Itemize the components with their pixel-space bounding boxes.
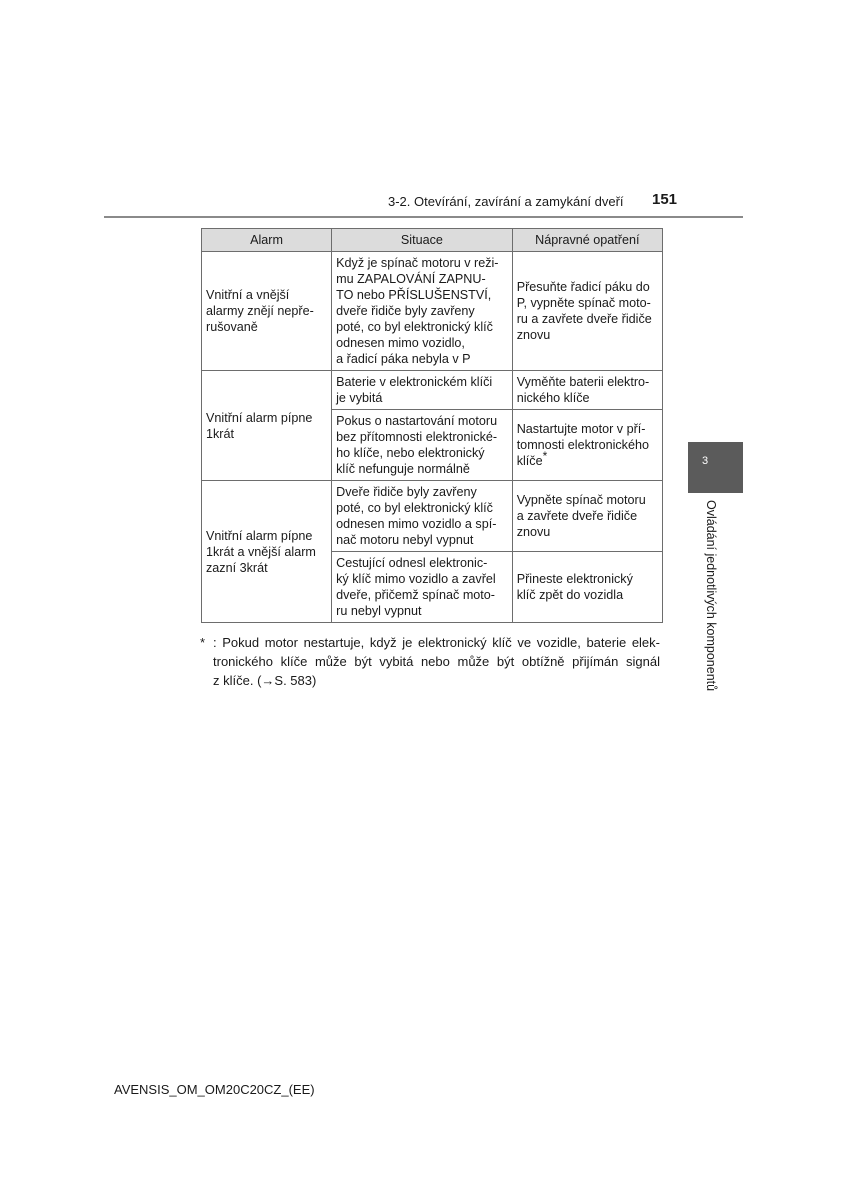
footnote-line: z klíče. (→S. 583): [213, 673, 317, 688]
chapter-title: Ovládání jednotlivých komponentů: [704, 500, 718, 692]
footnote: [200, 633, 660, 690]
footnote-line: tronického klíče může být vybitá nebo může být obtížně přijímán signál: [213, 654, 660, 669]
page-number: 151: [652, 191, 678, 208]
footnote-asterisk: *: [200, 635, 206, 650]
footnote-line: : Pokud motor nestartuje, když je elektronický klíč ve vozidle, baterie elek-: [213, 635, 660, 650]
chapter-tab: [688, 442, 743, 493]
situation-cell: Baterie v elektronickém klíči je vybitá: [332, 371, 513, 410]
remedy-cell: [512, 410, 662, 481]
document-code: AVENSIS_OM_OM20C20CZ_(EE): [114, 1082, 315, 1097]
alarm-table: [201, 228, 663, 623]
header-divider: [104, 216, 743, 218]
situation-cell: Pokus o nastartování motoru bez přítomnosti elektronické- ho klíče, nebo elektronický klíč nefunguje normálně: [332, 410, 513, 481]
table-row: [202, 371, 663, 410]
remedy-cell: Vypněte spínač motoru a zavřete dveře řidiče znovu: [512, 481, 662, 552]
chapter-number: 3: [702, 455, 709, 467]
alarm-cell: Vnitřní a vnější alarmy znějí nepře- rušovaně: [202, 252, 332, 371]
header-alarm: Alarm: [202, 229, 332, 252]
footnote-mark: *: [542, 448, 548, 463]
table-header-row: [202, 229, 663, 252]
header-remedy: Nápravné opatření: [512, 229, 662, 252]
alarm-cell: Vnitřní alarm pípne 1krát a vnější alarm zazní 3krát: [202, 481, 332, 623]
remedy-cell: Vyměňte baterii elektro- nického klíče: [512, 371, 662, 410]
section-title: 3-2. Otevírání, zavírání a zamykání dveří: [388, 194, 624, 209]
alarm-cell: Vnitřní alarm pípne 1krát: [202, 371, 332, 481]
header-situation: Situace: [332, 229, 513, 252]
situation-cell: Cestující odnesl elektronic- ký klíč mimo vozidlo a zavřel dveře, přičemž spínač moto- ru nebyl vypnut: [332, 552, 513, 623]
remedy-cell: Přesuňte řadicí páku do P, vypněte spínač moto- ru a zavřete dveře řidiče znovu: [512, 252, 662, 371]
situation-cell: Dveře řidiče byly zavřeny poté, co byl elektronický klíč odnesen mimo vozidlo a spí- nač motoru nebyl vypnut: [332, 481, 513, 552]
situation-cell: Když je spínač motoru v reži- mu ZAPALOVÁNÍ ZAPNU- TO nebo PŘÍSLUŠENSTVÍ, dveře řidiče byly zavřeny poté, co byl elektronický klíč odnesen mimo vozidlo, a řadicí páka nebyla v P: [332, 252, 513, 371]
remedy-cell: Přineste elektronický klíč zpět do vozidla: [512, 552, 662, 623]
table-row: [202, 252, 663, 371]
table-row: [202, 481, 663, 552]
remedy-text: Nastartujte motor v pří- tomnosti elektronického klíče: [516, 422, 649, 468]
